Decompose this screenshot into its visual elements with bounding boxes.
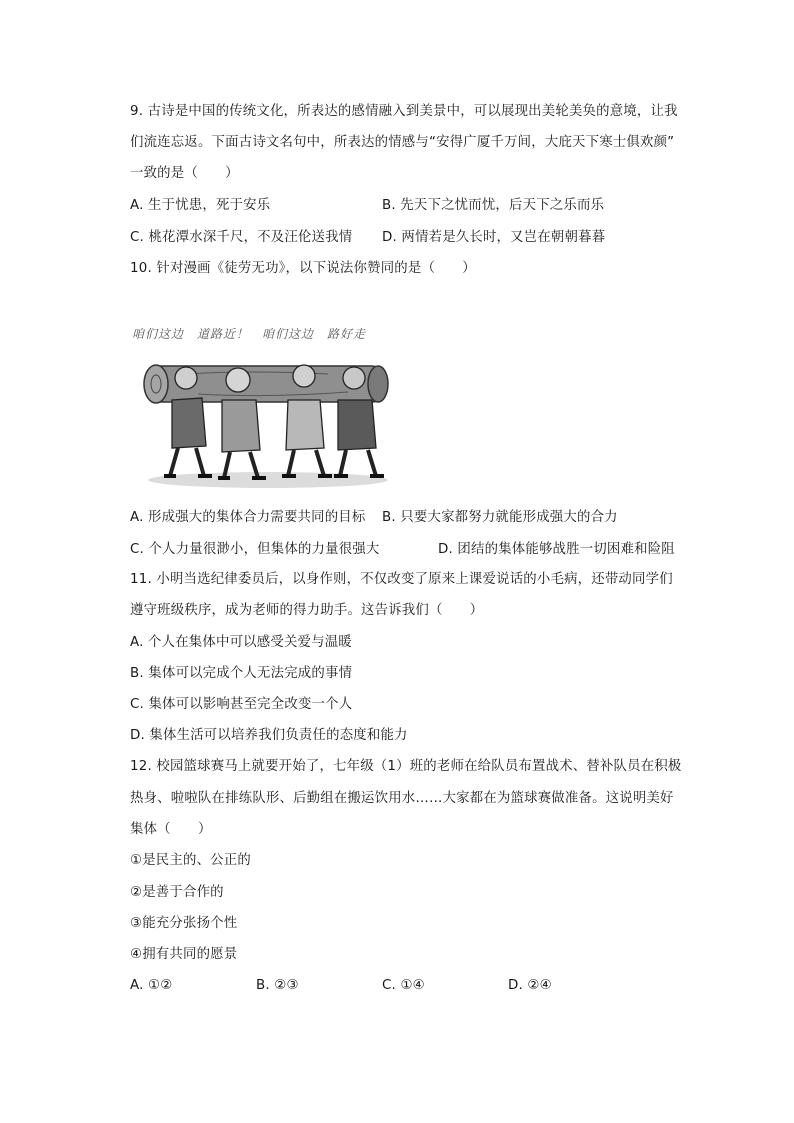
q10-option-b: B. 只要大家都努力就能形成强大的合力 — [382, 510, 618, 525]
cartoon-caption: 咱们这边 道路近！ 咱们这边 路好走 — [132, 327, 367, 341]
q12-statement-3: ③能充分张扬个性 — [130, 916, 238, 931]
q9-option-c: C. 桃花潭水深千尺，不及汪伦送我情 — [130, 230, 353, 245]
q10-option-c: C. 个人力量很渺小，但集体的力量很强大 — [130, 542, 380, 557]
q12-option-a: A. ①② — [130, 978, 173, 993]
cartoon-figure — [128, 318, 408, 494]
q12-option-d: D. ②④ — [508, 978, 552, 993]
q9-option-b: B. 先天下之忧而忧，后天下之乐而乐 — [382, 198, 605, 213]
q9-stem-line-3: 一致的是（ ） — [130, 166, 239, 181]
q11-stem-line-1: 11. 小明当选纪律委员后，以身作则，不仅改变了原来上课爱说话的小毛病，还带动同学们 — [130, 572, 673, 587]
q11-option-d: D. 集体生活可以培养我们负责任的态度和能力 — [130, 728, 408, 743]
q12-option-c: C. ①④ — [382, 978, 425, 993]
q11-option-b: B. 集体可以完成个人无法完成的事情 — [130, 666, 353, 681]
q12-option-b: B. ②③ — [256, 978, 299, 993]
q9-stem-line-2: 们流连忘返。下面古诗文名句中，所表达的情感与“安得广厦千万间，大庇天下寒士俱欢颜” — [130, 135, 675, 150]
q11-option-c: C. 集体可以影响甚至完全改变一个人 — [130, 697, 353, 712]
q10-stem: 10. 针对漫画《徒劳无功》，以下说法你赞同的是（ ） — [130, 261, 476, 276]
q10-option-d: D. 团结的集体能够战胜一切困难和险阻 — [438, 542, 675, 557]
q12-stem-line-2: 热身、啦啦队在排练队形、后勤组在搬运饮用水……大家都在为篮球赛做准备。这说明美好 — [130, 791, 674, 806]
q11-option-a: A. 个人在集体中可以感受关爱与温暖 — [130, 635, 352, 650]
cartoon-drawing — [128, 318, 408, 494]
q10-option-a: A. 形成强大的集体合力需要共同的目标 — [130, 510, 366, 525]
q12-statement-1: ①是民主的、公正的 — [130, 853, 251, 868]
q9-option-a: A. 生于忧患，死于安乐 — [130, 198, 271, 213]
q9-option-d: D. 两情若是久长时，又岂在朝朝暮暮 — [382, 230, 606, 245]
q11-stem-line-2: 遵守班级秩序，成为老师的得力助手。这告诉我们（ ） — [130, 603, 484, 618]
q12-statement-2: ②是善于合作的 — [130, 885, 224, 900]
q12-stem-line-3: 集体（ ） — [130, 822, 212, 837]
q9-stem-line-1: 9. 古诗是中国的传统文化，所表达的感情融入到美景中，可以展现出美轮美奂的意境，让我 — [130, 104, 678, 119]
q12-stem-line-1: 12. 校园篮球赛马上就要开始了，七年级（1）班的老师在给队员布置战术、替补队员在积极 — [130, 759, 682, 774]
q12-statement-4: ④拥有共同的愿景 — [130, 947, 238, 962]
